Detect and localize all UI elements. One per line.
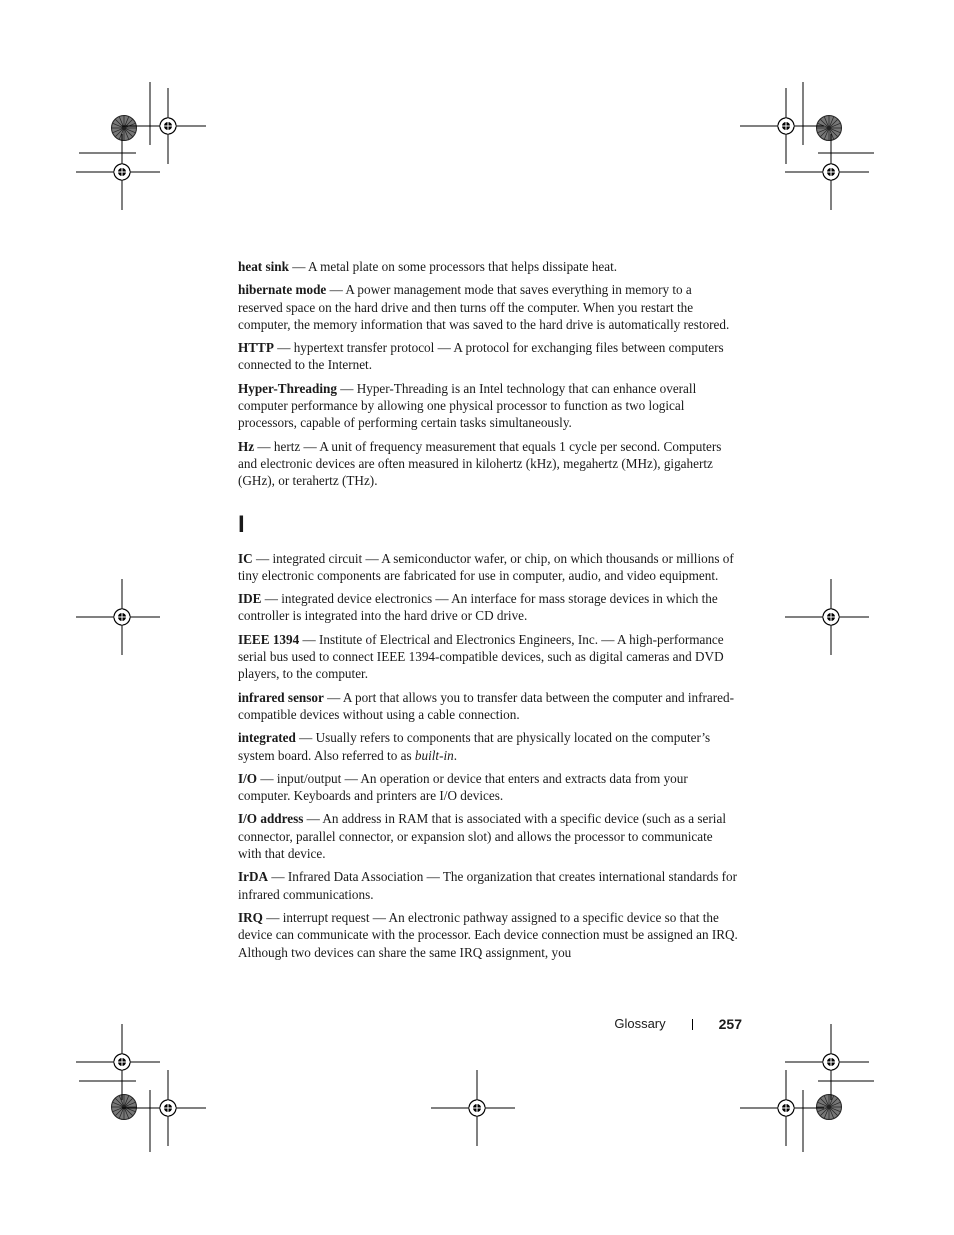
glossary-entry xyxy=(238,868,738,903)
glossary-term: infrared sensor xyxy=(238,689,324,705)
glossary-entry xyxy=(238,590,738,625)
glossary-definition: — Institute of Electrical and Electronics Engineers, Inc. — A high-performance serial bus used to connect IEEE 1394-compatible devices, such as digital cameras and DVD players, to the computer. xyxy=(238,631,724,682)
glossary-definition: — input/output — An operation or device that enters and extracts data from your computer. Keyboards and printers are I/O devices. xyxy=(238,770,688,804)
glossary-entry xyxy=(238,438,738,490)
glossary-entry xyxy=(238,380,738,432)
glossary-definition: — Hyper-Threading is an Intel technology that can enhance overall computer performance by allowing one physical processor to function as two logical processors, capable of performing certain tasks simultaneously. xyxy=(238,380,697,431)
glossary-entry xyxy=(238,550,738,585)
glossary-definition: — integrated circuit — A semiconductor wafer, or chip, on which thousands or millions of tiny electronic components are fabricated for use in computer, audio, and video equipment. xyxy=(238,550,734,583)
glossary-definition: — A power management mode that saves everything in memory to a reserved space on the hard drive and then turns off the computer. When you restart the computer, the memory information that was saved to the hard drive is automatically restored. xyxy=(238,282,730,332)
glossary-definition-end: . xyxy=(453,747,458,763)
glossary-term: IrDA xyxy=(238,869,269,885)
page-number: 257 xyxy=(718,1016,742,1032)
glossary-entry xyxy=(238,631,738,683)
glossary-content xyxy=(238,258,738,967)
glossary-term: I/O xyxy=(238,770,258,786)
glossary-entry xyxy=(238,810,738,862)
glossary-term: hibernate mode xyxy=(238,282,327,298)
glossary-definition: — hypertext transfer protocol — A protocol for exchanging files between computers connected to the Internet. xyxy=(238,340,724,373)
glossary-entry xyxy=(238,909,738,961)
glossary-entry xyxy=(238,689,738,724)
glossary-term: Hyper-Threading xyxy=(238,380,337,396)
glossary-term: heat sink xyxy=(238,259,289,274)
glossary-entry xyxy=(238,339,738,374)
glossary-definition: — interrupt request — An electronic pathway assigned to a specific device so that the device can communicate with the processor. Each device connection must be assigned an IRQ. Although two devices can share the same IRQ assignment, you xyxy=(238,909,738,960)
glossary-entries-h xyxy=(238,258,738,490)
glossary-term: IEEE 1394 xyxy=(238,631,300,647)
glossary-term: IRQ xyxy=(238,909,263,925)
section-heading: I xyxy=(238,510,245,538)
footer-separator xyxy=(692,1019,693,1030)
glossary-term: IC xyxy=(238,550,253,566)
glossary-entry xyxy=(238,258,738,275)
glossary-definition: — hertz — A unit of frequency measurement that equals 1 cycle per second. Computers and electronic devices are often measured in kilohertz (kHz), megahertz (MHz), gigahertz (GHz), or terahertz (THz). xyxy=(238,438,722,489)
glossary-definition: — A port that allows you to transfer data between the computer and infrared-compatible devices without using a cable connection. xyxy=(238,689,734,722)
glossary-definition: — A metal plate on some processors that helps dissipate heat. xyxy=(288,259,618,274)
glossary-term: IDE xyxy=(238,591,262,607)
glossary-term: Hz xyxy=(238,438,255,454)
glossary-term: I/O address xyxy=(238,811,304,827)
glossary-entry xyxy=(238,729,738,764)
glossary-entries-i xyxy=(238,550,738,961)
glossary-term: integrated xyxy=(238,730,296,746)
glossary-definition: — Usually refers to components that are physically located on the computer’s system board. Also referred to as xyxy=(238,730,711,763)
glossary-entry xyxy=(238,770,738,805)
glossary-definition: — Infrared Data Association — The organization that creates international standards for infrared communications. xyxy=(238,869,738,902)
glossary-definition: — An address in RAM that is associated with a specific device (such as a serial connector, parallel connector, or expansion slot) and allows the processor to communicate with that device. xyxy=(238,811,726,862)
glossary-italic-term: built-in xyxy=(414,747,454,763)
glossary-entry xyxy=(238,281,738,333)
footer-section-name: Glossary xyxy=(614,1016,666,1031)
page-footer xyxy=(614,1014,742,1034)
glossary-definition: — integrated device electronics — An interface for mass storage devices in which the controller is integrated into the hard drive or CD drive. xyxy=(238,591,718,624)
glossary-term: HTTP xyxy=(238,340,274,356)
